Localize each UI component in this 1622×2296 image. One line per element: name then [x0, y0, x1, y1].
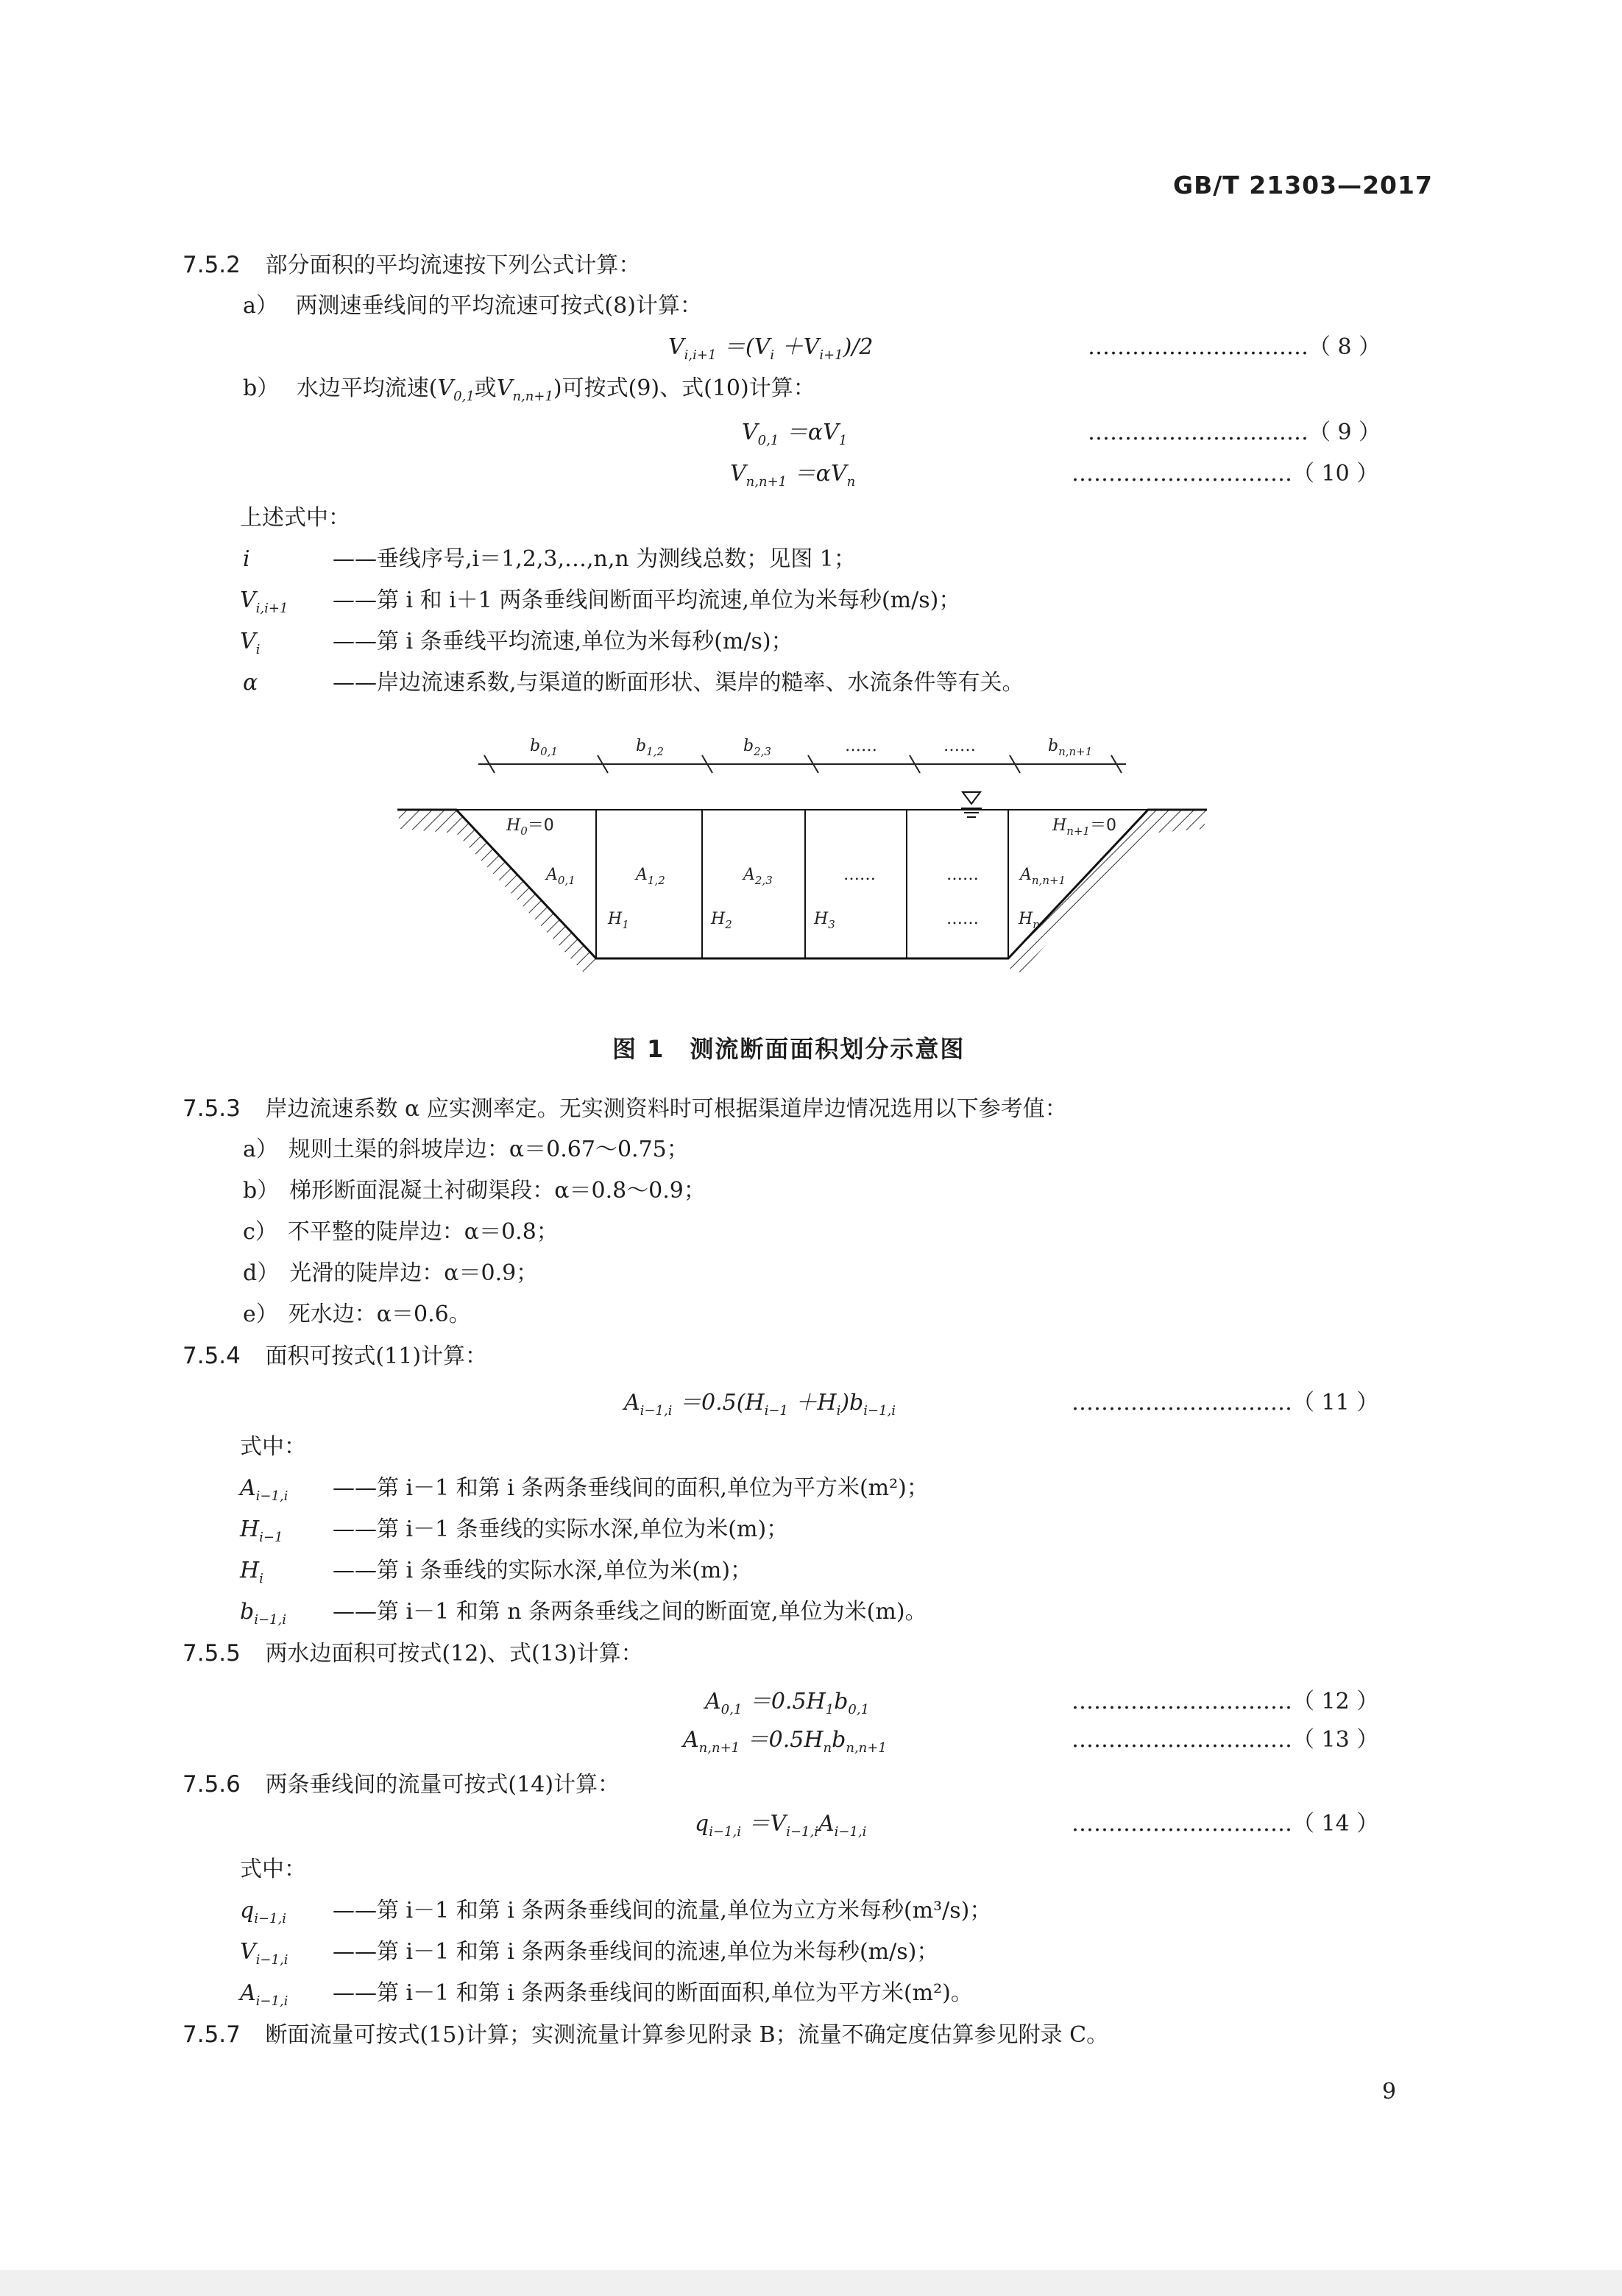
item-label: e） — [243, 1301, 278, 1327]
b-label: …… — [943, 737, 976, 755]
b-label: …… — [845, 737, 877, 755]
def-i: ——垂线序号,i＝1,2,3,…,n,n 为测线总数；见图 1； — [333, 546, 856, 572]
a-label: $A_{2,3}$ — [743, 866, 773, 887]
list-item — [243, 1135, 689, 1165]
h-label: $H_3$ — [814, 910, 835, 931]
list-item — [243, 1176, 706, 1206]
figure-1-cross-section — [383, 721, 1251, 1001]
where-label: 式中： — [240, 1434, 306, 1460]
a-label: …… — [946, 866, 979, 884]
list-item — [243, 1300, 471, 1329]
item-label: a） — [243, 293, 278, 319]
item-text: 光滑的陡岸边：α＝0.9； — [289, 1260, 539, 1286]
symbol-q: $q_{i-1,i}$ — [240, 1898, 286, 1926]
a-label: $A_{0,1}$ — [546, 866, 576, 887]
symbol-a: $A_{i-1,i}$ — [240, 1980, 288, 2009]
item-b — [243, 374, 815, 403]
equation-13-number: …………………………（ 13 ） — [1072, 1727, 1379, 1753]
def-a: ——第 i－1 和第 i 条两条垂线间的面积,单位为平方米(m²)； — [333, 1475, 929, 1501]
bottom-bar — [0, 2270, 1622, 2296]
h-label: …… — [946, 910, 979, 928]
section-number: 7.5.7 — [183, 2021, 241, 2048]
equation-9: $V_{0,1} =\alpha V_1$ — [742, 420, 848, 448]
item-text-2: 或 — [474, 375, 497, 401]
item-label: b） — [243, 375, 280, 401]
def-h1: ——第 i－1 条垂线的实际水深,单位为米(m)； — [333, 1516, 789, 1542]
h-label: $H_2$ — [711, 910, 732, 931]
item-text: 不平整的陡岸边：α＝0.8； — [287, 1219, 559, 1245]
where-label: 上述式中： — [240, 505, 350, 531]
symbol-i: i — [243, 546, 250, 572]
symbol-h1: $H_{i-1}$ — [240, 1516, 283, 1545]
item-text: 规则土渠的斜坡岸边：α＝0.67～0.75； — [288, 1137, 689, 1162]
section-number: 7.5.4 — [183, 1343, 241, 1369]
section-number: 7.5.6 — [183, 1771, 241, 1798]
h0-label: $H_0=0$ — [506, 816, 554, 838]
symbol-v: $V_{i-1,i}$ — [240, 1939, 288, 1968]
item-text-1: 水边平均流速( — [296, 375, 438, 401]
symbol-h: $H_i$ — [240, 1558, 263, 1586]
item-label: d） — [243, 1260, 280, 1286]
standard-code: GB/T 21303—2017 — [1173, 171, 1433, 199]
section-title: 岸边流速系数 α 应实测率定。无实测资料时可根据渠道岸边情况选用以下参考值： — [265, 1096, 1067, 1122]
section-title: 部分面积的平均流速按下列公式计算： — [265, 252, 641, 278]
def-q: ——第 i－1 和第 i 条两条垂线间的流量,单位为立方米每秒(m³/s)； — [333, 1898, 992, 1924]
item-text: 梯形断面混凝土衬砌渠段：α＝0.8～0.9； — [289, 1178, 706, 1204]
item-text-3: )可按式(9)、式(10)计算： — [553, 375, 815, 401]
section-number: 7.5.3 — [183, 1095, 241, 1122]
symbol-alpha: α — [243, 670, 258, 696]
def-a: ——第 i－1 和第 i 条两条垂线间的断面面积,单位为平方米(m²)。 — [333, 1980, 973, 2006]
equation-11: $A_{i-1,i} =0.5(H_{i-1} +H_i)b_{i-1,i}$ — [624, 1390, 896, 1419]
section-7-5-4 — [183, 1341, 487, 1371]
section-number: 7.5.5 — [183, 1640, 241, 1667]
section-7-5-2 — [183, 250, 640, 280]
equation-13: $A_{n,n+1} =0.5H_nb_{n,n+1}$ — [683, 1727, 887, 1756]
vn-symbol: $V_{n,n+1}$ — [496, 375, 553, 404]
equation-8-number: …………………………（ 8 ） — [1088, 334, 1381, 360]
h-label: $H_n$ — [1019, 910, 1040, 931]
item-label: c） — [243, 1219, 277, 1245]
h-label: $H_1$ — [608, 910, 629, 931]
def-v: ——第 i－1 和第 i 条两条垂线间的流速,单位为米每秒(m/s)； — [333, 1939, 939, 1965]
hn1-label: $H_{n+1}=0$ — [1052, 816, 1116, 838]
v01-symbol: $V_{0,1}$ — [437, 375, 475, 404]
a-label: …… — [843, 866, 876, 884]
def-v-ii1: ——第 i 和 i＋1 两条垂线间断面平均流速,单位为米每秒(m/s)； — [333, 587, 961, 613]
figure-caption: 图 1 测流断面面积划分示意图 — [612, 1035, 966, 1063]
page-number: 9 — [1382, 2079, 1397, 2105]
section-7-5-6 — [183, 1770, 620, 1800]
symbol-vi: $V_i$ — [240, 629, 261, 657]
symbol-a: $A_{i-1,i}$ — [240, 1475, 288, 1504]
item-text: 死水边：α＝0.6。 — [288, 1301, 471, 1327]
a-label: $A_{1,2}$ — [636, 866, 665, 887]
equation-9-number: …………………………（ 9 ） — [1088, 420, 1381, 445]
a-label: $A_{n,n+1}$ — [1020, 866, 1066, 887]
section-7-5-7 — [183, 2020, 1108, 2050]
def-alpha: ——岸边流速系数,与渠道的断面形状、渠岸的糙率、水流条件等有关。 — [333, 670, 1024, 696]
item-a — [243, 292, 702, 321]
symbol-v-ii1: $V_{i,i+1}$ — [240, 587, 288, 616]
item-label: a） — [243, 1137, 278, 1162]
list-item — [243, 1218, 559, 1247]
b-label: $b_{1,2}$ — [636, 737, 664, 758]
b-label: $b_{0,1}$ — [530, 737, 558, 758]
item-label: b） — [243, 1178, 280, 1204]
b-label: $b_{2,3}$ — [743, 737, 771, 758]
section-title: 两水边面积可按式(12)、式(13)计算： — [265, 1641, 643, 1667]
section-title: 面积可按式(11)计算： — [265, 1343, 488, 1369]
equation-10: $V_{n,n+1} =\alpha V_n$ — [730, 461, 856, 490]
section-7-5-3 — [183, 1094, 1067, 1124]
equation-14: $q_{i-1,i} =V_{i-1,i}A_{i-1,i}$ — [695, 1811, 867, 1840]
equation-10-number: …………………………（ 10 ） — [1072, 461, 1379, 487]
section-title: 断面流量可按式(15)计算；实测流量计算参见附录 B；流量不确定度估算参见附录 C。 — [265, 2022, 1109, 2048]
equation-12-number: …………………………（ 12 ） — [1072, 1689, 1379, 1714]
list-item — [243, 1259, 538, 1288]
def-b: ——第 i－1 和第 n 条两条垂线之间的断面宽,单位为米(m)。 — [333, 1599, 927, 1625]
equation-12: $A_{0,1} =0.5H_1b_{0,1}$ — [705, 1689, 870, 1717]
equation-11-number: …………………………（ 11 ） — [1072, 1390, 1379, 1416]
item-text: 两测速垂线间的平均流速可按式(8)计算： — [295, 293, 702, 319]
equation-8: $V_{i,i+1} =(V_i +V_{i+1})/2$ — [668, 334, 874, 363]
section-number: 7.5.2 — [183, 252, 241, 278]
left-bank-hatch — [397, 810, 596, 973]
section-7-5-5 — [183, 1639, 643, 1669]
equation-14-number: …………………………（ 14 ） — [1072, 1811, 1379, 1837]
water-level-icon — [961, 792, 982, 817]
b-label: $b_{n,n+1}$ — [1048, 737, 1093, 758]
symbol-b: $b_{i-1,i}$ — [240, 1599, 286, 1628]
where-label: 式中： — [240, 1857, 306, 1882]
def-vi: ——第 i 条垂线平均流速,单位为米每秒(m/s)； — [333, 629, 793, 654]
section-title: 两条垂线间的流量可按式(14)计算： — [265, 1772, 620, 1798]
def-h: ——第 i 条垂线的实际水深,单位为米(m)； — [333, 1558, 753, 1583]
